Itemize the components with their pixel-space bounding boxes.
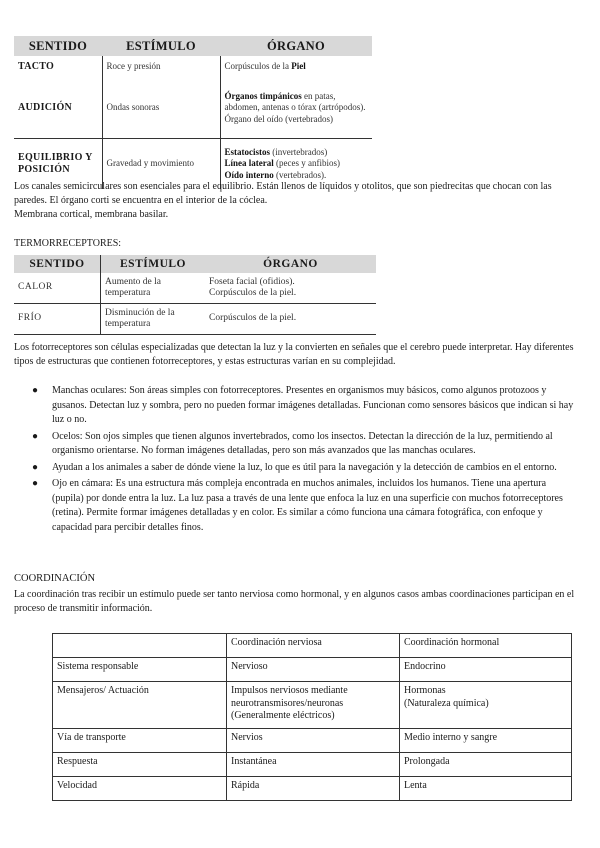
thermo-stimulus-calor: Aumento de la temperatura <box>101 273 206 304</box>
thermo-table <box>14 255 376 335</box>
stimulus-tacto: Roce y presión <box>102 56 220 78</box>
bullet-dot-icon: ● <box>32 430 39 442</box>
bullet-list-container <box>14 384 574 537</box>
sense-tacto: TACTO <box>18 60 55 72</box>
coord-cell: Lenta <box>400 777 572 801</box>
paragraph-block-2 <box>14 341 586 369</box>
header-organo: ÓRGANO <box>220 36 372 56</box>
coord-cell: Instantánea <box>227 753 400 777</box>
coord-line: neurotransmisores/neuronas <box>231 697 344 709</box>
paragraph-membrana: Membrana cortical, membrana basilar. <box>14 209 169 220</box>
organ-eq-line1-rest: (invertebrados) <box>270 147 328 158</box>
coord-cell: Prolongada <box>400 753 572 777</box>
organ-tacto-bold: Piel <box>291 61 306 72</box>
sense-equilibrio: EQUILIBRIO Y POSICIÓN <box>14 139 102 190</box>
bullet-text: Manchas oculares: Son áreas simples con fotorreceptores. Presentes en organismos muy básicos, como algunos protozoos y gusanos. Detectan luz y sombra, pero no pueden formar imágenes detalladas. Funcionan como sensores básicos que indican si hay luz o no. <box>52 385 574 425</box>
coord-header-empty <box>53 634 227 658</box>
coord-cell-mensajeros-hormonal <box>400 682 572 729</box>
coord-row-velocidad <box>53 777 572 801</box>
bullet-item <box>14 384 574 428</box>
coord-cell: Sistema responsable <box>53 658 227 682</box>
thermo-organ-frio: Corpúsculos de la piel. <box>205 304 376 335</box>
organ-tacto-text: Corpúsculos de la <box>224 61 292 72</box>
paragraph-block-1 <box>14 180 582 222</box>
coord-cell: Rápida <box>227 777 400 801</box>
row-tacto <box>14 56 372 78</box>
coord-paragraph: La coordinación tras recibir un estímulo puede ser tanto nerviosa como hormonal, y en algunos casos ambas coordinaciones participan en el proceso de transmitir información. <box>14 589 575 614</box>
paragraph-fotorreceptores: Los fotorreceptores son células especializadas que detectan la luz y la convierten en señales que el cerebro puede interpretar. Hay diferentes tipos de estructuras que contienen fotorreceptores, y estas estructuras varían en su complejidad. <box>14 342 574 367</box>
organ-eq-line2-rest: (peces y anfibios) <box>273 158 340 169</box>
thermo-row-frio <box>14 304 376 335</box>
coord-cell: Vía de transporte <box>53 729 227 753</box>
coord-table-header <box>53 634 572 658</box>
coord-cell: Velocidad <box>53 777 227 801</box>
coord-line: (Generalmente eléctricos) <box>231 710 335 721</box>
bullet-dot-icon: ● <box>32 385 39 396</box>
coord-header-hormonal: Coordinación hormonal <box>400 634 572 658</box>
bullet-dot-icon: ● <box>32 461 39 473</box>
header-sentido: SENTIDO <box>14 36 102 56</box>
thermo-organ-calor <box>205 273 376 304</box>
bullet-text: Ojo en cámara: Es una estructura más compleja encontrada en muchos animales, incluidos los humanos. Tiene una apertura (pupila) por donde entra la luz. La luz pasa a través de una lente que enfoca la luz en una superficie con muchos fotorreceptores (retina). Permite formar imágenes detalladas y en color. Es similar a cómo funciona una cámara fotográfica, con enfoque y capacidad para percibir detalles finos. <box>52 478 563 533</box>
organ-eq-line1-bold: Estatocistos <box>224 147 270 158</box>
coord-cell: Mensajeros/ Actuación <box>53 682 227 729</box>
thermo-sense-calor: CALOR <box>14 273 101 304</box>
thermo-header-sentido: SENTIDO <box>14 255 101 273</box>
coord-heading: COORDINACIÓN <box>14 573 96 584</box>
coord-row-respuesta <box>53 753 572 777</box>
thermo-header-estimulo: ESTÍMULO <box>101 255 206 273</box>
bullet-text: Ocelos: Son ojos simples que tienen algunos invertebrados, como los insectos. Detectan la dirección de la luz, permitiendo al organismo orientarse. No forman imágenes detalladas, pero son más avanzados que las manchas oculares. <box>52 430 553 456</box>
organ-tacto <box>220 56 372 78</box>
thermo-table-header <box>14 255 376 273</box>
organ-eq-line1 <box>225 147 369 158</box>
organ-audicion-rest: en patas, abdomen, antenas o tórax (artrópodos). <box>224 91 366 113</box>
paragraph-canales: Los canales semicirculares son esenciales para el equilibrio. Están llenos de líquidos y otolitos, que son piedrecitas que chocan con las paredes. El órgano corti se encuentra en el interior de la cóclea. <box>14 181 552 206</box>
bullet-text: Ayudan a los animales a saber de dónde viene la luz, lo que es útil para la navegación y la detección de cambios en el entorno. <box>52 461 557 473</box>
header-estimulo: ESTÍMULO <box>102 36 220 56</box>
organ-eq-line3-bold: Oído interno <box>224 169 274 180</box>
coord-cell-mensajeros-nerviosa <box>227 682 400 729</box>
coord-header-nerviosa: Coordinación nerviosa <box>227 634 400 658</box>
coord-cell: Endocrino <box>400 658 572 682</box>
bullet-item <box>14 477 574 535</box>
coord-paragraph-container <box>14 588 584 616</box>
organ-audicion-line2: Órgano del oído (vertebrados) <box>224 113 334 124</box>
thermo-organ-calor-2: Corpúsculos de la piel. <box>209 288 297 298</box>
bullet-dot-icon: ● <box>32 478 39 489</box>
senses-table-header <box>14 36 372 56</box>
thermo-stimulus-frio: Disminución de la temperatura <box>101 304 206 335</box>
organ-eq-line2 <box>225 158 369 169</box>
bullet-item <box>14 430 574 459</box>
bullet-item <box>14 461 574 476</box>
sense-audicion: AUDICIÓN <box>18 101 73 113</box>
coord-row-mensajeros <box>53 682 572 729</box>
coord-line: Impulsos nerviosos mediante <box>231 685 348 696</box>
row-audicion <box>14 78 372 139</box>
coord-cell: Medio interno y sangre <box>400 729 572 753</box>
organ-audicion <box>220 78 372 139</box>
bullet-list <box>14 384 574 535</box>
thermo-row-calor <box>14 273 376 304</box>
coord-cell: Nervios <box>227 729 400 753</box>
organ-audicion-line1 <box>225 91 369 114</box>
thermo-header-organo: ÓRGANO <box>205 255 376 273</box>
organ-audicion-bold: Órganos timpánicos <box>224 91 302 102</box>
coord-table <box>52 633 572 801</box>
coord-cell: Nervioso <box>227 658 400 682</box>
organ-eq-line3-rest: (vertebrados). <box>273 169 327 180</box>
coord-line: Hormonas <box>404 685 446 696</box>
stimulus-audicion: Ondas sonoras <box>102 78 220 139</box>
coord-row-via <box>53 729 572 753</box>
thermo-sense-frio: FRÍO <box>14 304 101 335</box>
organ-eq-line2-bold: Línea lateral <box>224 158 274 169</box>
coord-line: (Naturaleza química) <box>404 697 489 709</box>
coord-row-sistema <box>53 658 572 682</box>
thermo-organ-calor-1: Foseta facial (ofidios). <box>209 276 295 287</box>
thermo-heading: TERMORRECEPTORES: <box>14 238 122 249</box>
stimulus-equilibrio: Gravedad y movimiento <box>102 139 220 190</box>
coord-cell: Respuesta <box>53 753 227 777</box>
senses-table <box>14 36 372 189</box>
